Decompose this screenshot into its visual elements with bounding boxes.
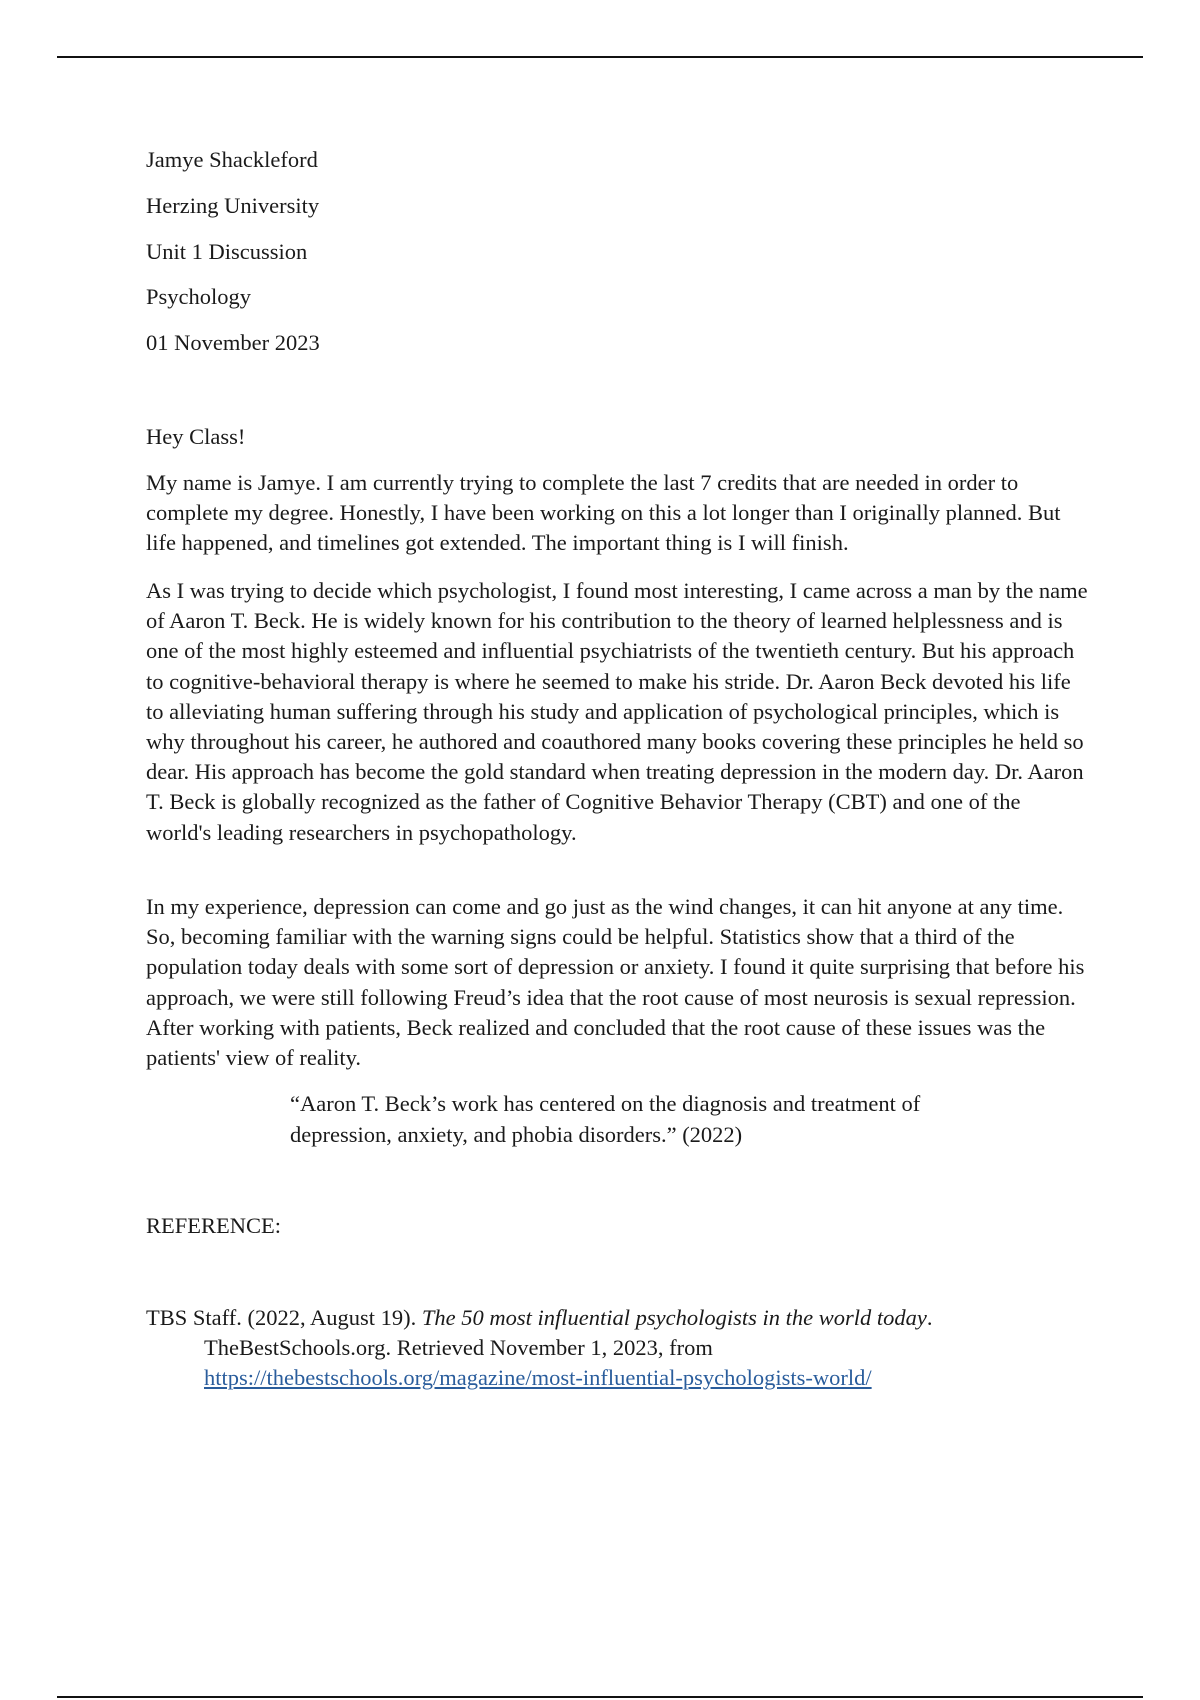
reference-title-end: . — [926, 1305, 933, 1330]
reference-heading: REFERENCE: — [146, 1213, 282, 1238]
paragraph-beck: As I was trying to decide which psychologist, I found most interesting, I came across a man by the name of Aaron T. Beck. He is widely known for his contribution to the theory of learned helplessness and is one of the most highly esteemed and influential psychiatrists of the twentieth century. But his approach to cognitive-behavioral therapy is where he seemed to make his stride. Dr. Aaron Beck devoted his life to alleviating human suffering through his study and application of psychological principles, which is why throughout his career, he authored and coauthored many books covering these principles he held so dear. His approach has become the gold standard when treating depression in the modern day. Dr. Aaron T. Beck is globally recognized as the father of Cognitive Behavior Therapy (CBT) and one of the world's leading researchers in psychopathology. — [146, 578, 1088, 845]
reference-entry — [146, 1303, 1091, 1393]
bottom-rule — [57, 1696, 1143, 1698]
reference-title: The 50 most influential psychologists in the world today — [421, 1305, 927, 1330]
block-quote: “Aaron T. Beck’s work has centered on the diagnosis and treatment of depression, anxiety, and phobia disorders.” (2022) — [290, 1091, 921, 1147]
school-name: Herzing University — [146, 193, 320, 218]
greeting: Hey Class! — [146, 424, 246, 449]
top-rule — [57, 56, 1143, 58]
author-name: Jamye Shackleford — [146, 147, 318, 172]
paragraph-experience: In my experience, depression can come and go just as the wind changes, it can hit anyone at any time. So, becoming familiar with the warning signs could be helpful. Statistics show that a third of the population today deals with some sort of depression or anxiety. I found it quite surprising that before his approach, we were still following Freud’s idea that the root cause of most neurosis is sexual repression. After working with patients, Beck realized and concluded that the root cause of these issues was the patients' view of reality. — [146, 894, 1085, 1071]
document-date: 01 November 2023 — [146, 330, 320, 355]
paragraph-intro: My name is Jamye. I am currently trying to complete the last 7 credits that are needed in order to complete my degree. Honestly, I have been working on this a lot longer than I originally planned. But life happened, and timelines got extended. The important thing is I will finish. — [146, 470, 1061, 556]
course-name: Psychology — [146, 284, 252, 309]
assignment-title: Unit 1 Discussion — [146, 239, 308, 264]
reference-author-date: TBS Staff. (2022, August 19). — [146, 1305, 422, 1330]
reference-link[interactable]: https://thebestschools.org/magazine/most-influential-psychologists-world/ — [204, 1365, 872, 1390]
reference-source: TheBestSchools.org. Retrieved November 1, 2023, from — [204, 1335, 713, 1360]
